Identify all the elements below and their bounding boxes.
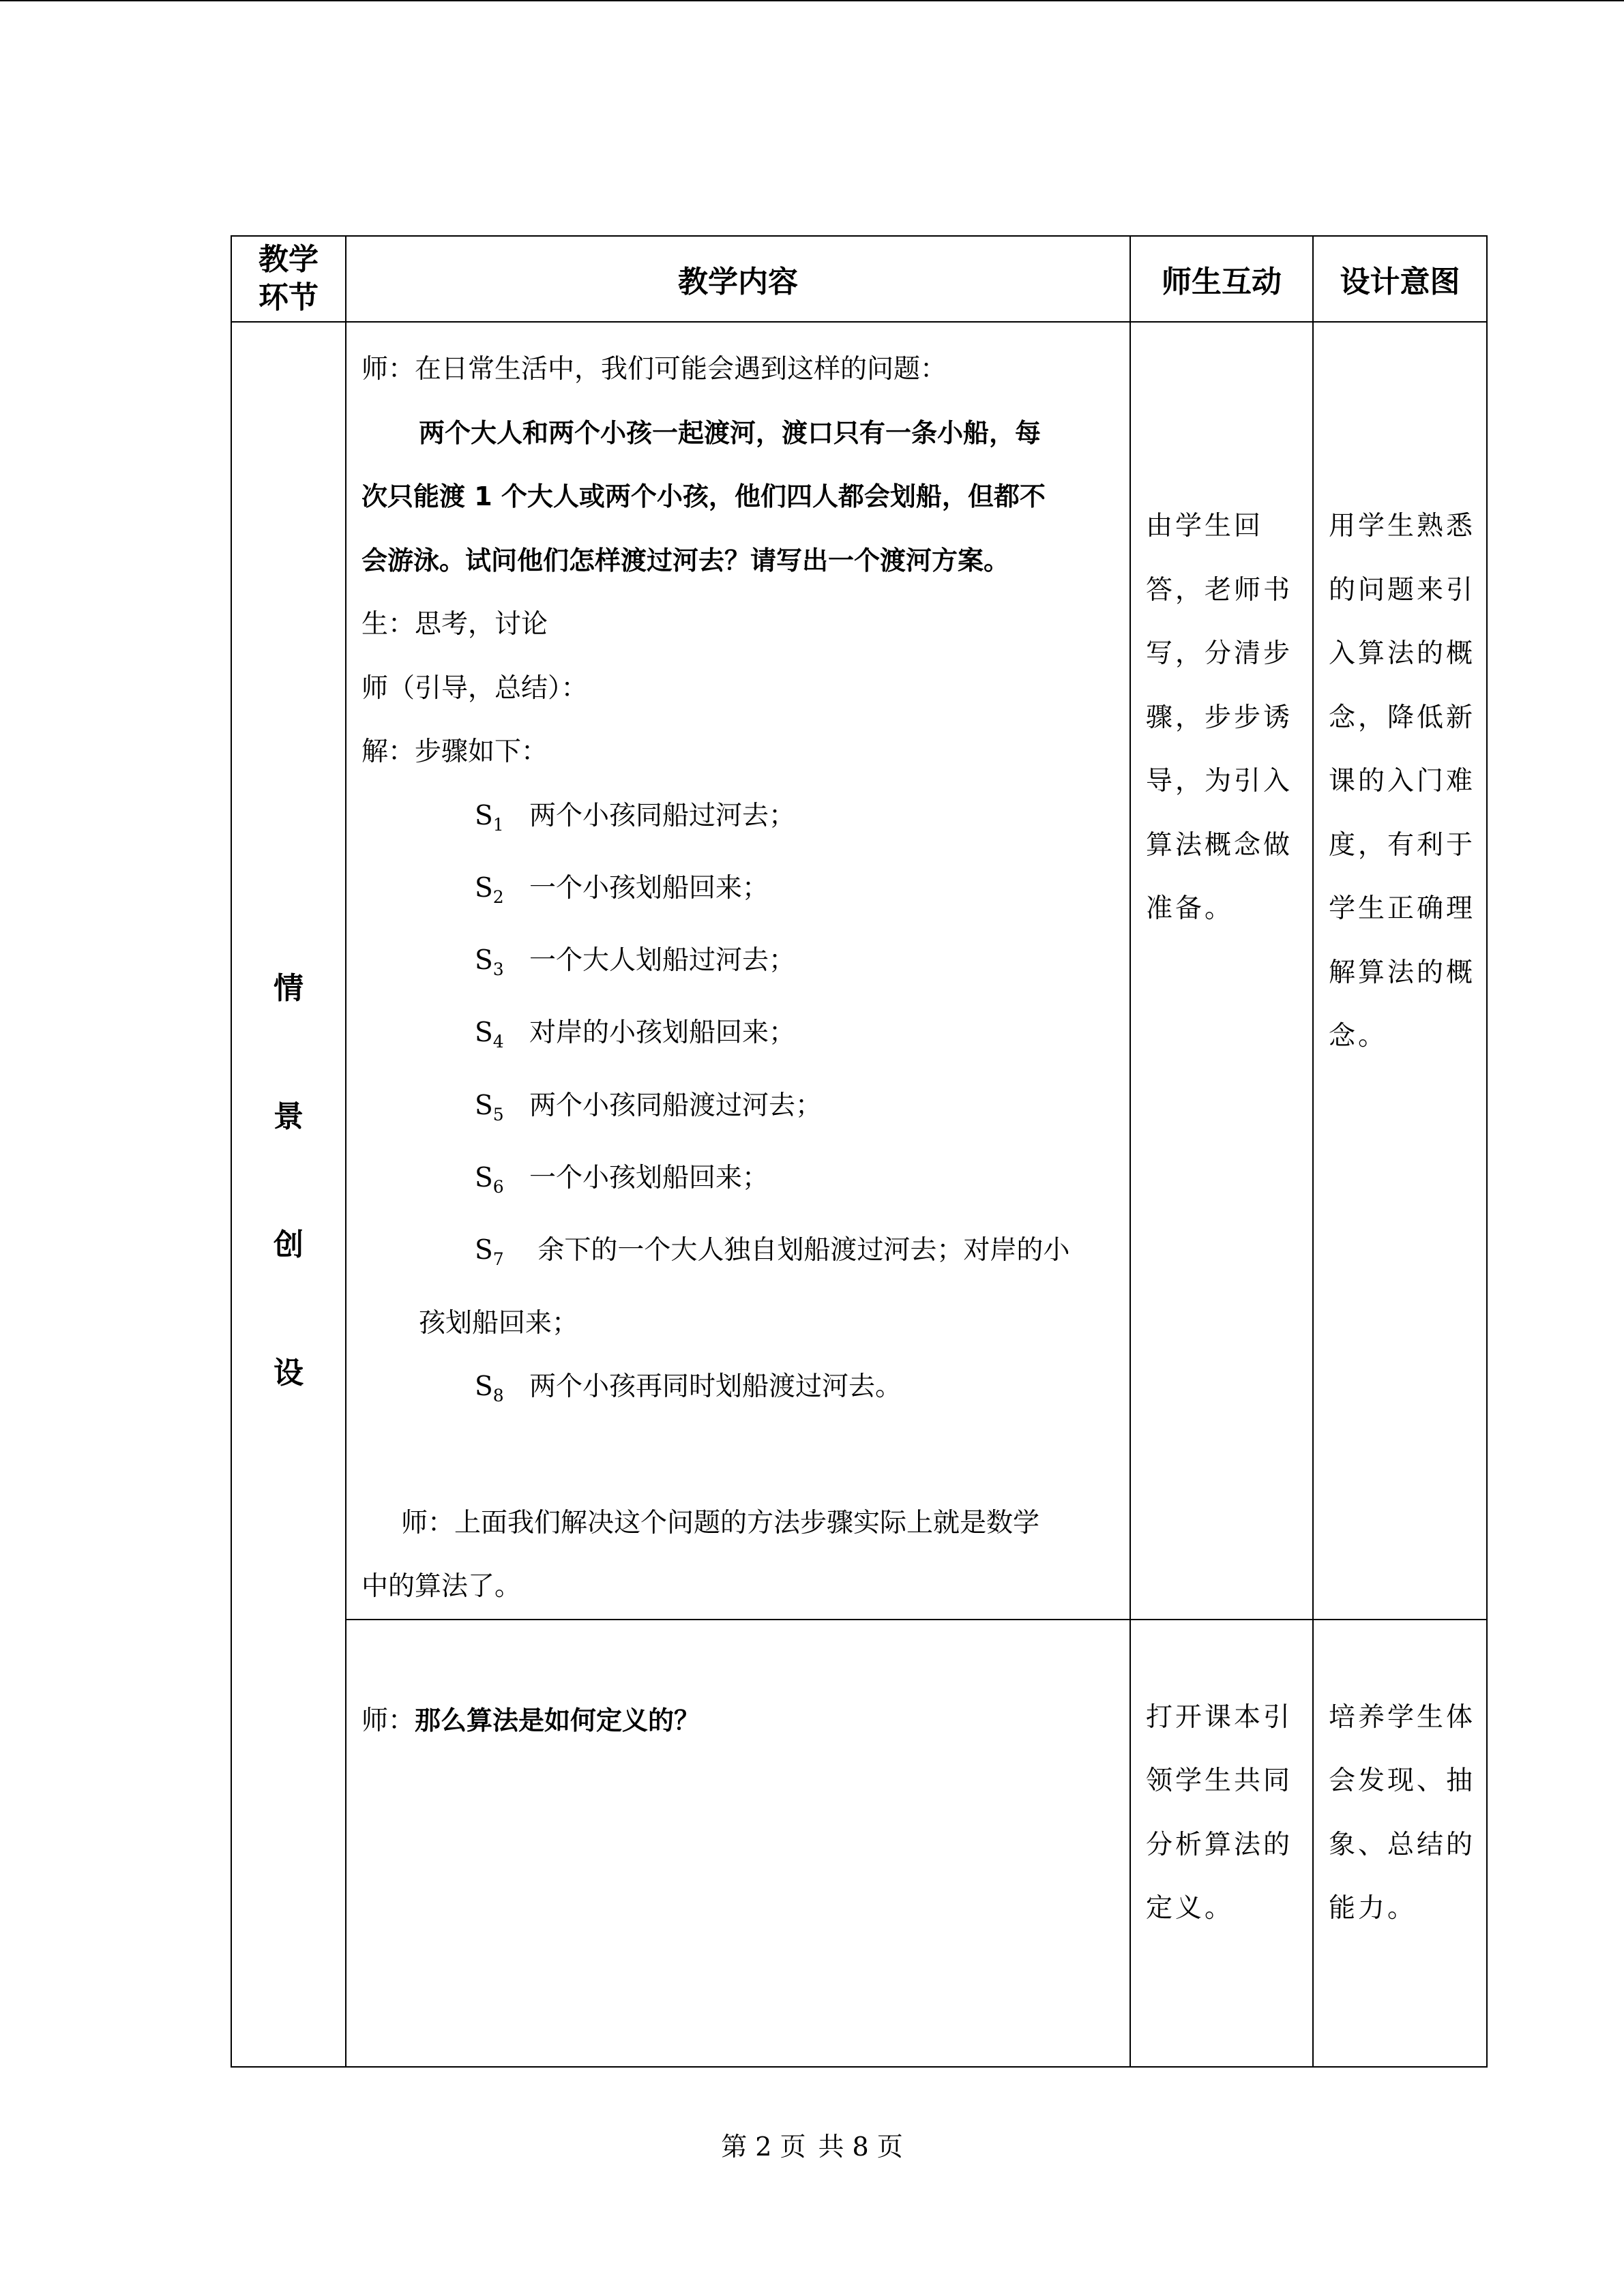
intent-line: 象、总结的 — [1329, 1829, 1476, 1860]
footer-suffix: 页 — [876, 2132, 903, 2162]
header-interaction: 师生互动 — [1130, 236, 1313, 322]
intent-text — [1314, 1620, 1486, 1941]
step-item: $S_8$ 两个小孩再同时划船渡过河去。 — [475, 1371, 902, 1405]
intent-line: 解算法的概 — [1329, 957, 1476, 988]
interaction-line: 打开课本引 — [1146, 1701, 1293, 1733]
problem-text: 会游泳。试问他们怎样渡过河去？请写出一个渡河方案。 — [361, 545, 1010, 576]
header-teaching-content: 教学内容 — [346, 236, 1130, 322]
table-row — [231, 322, 1487, 1620]
intent-line: 学生正确理 — [1329, 893, 1476, 924]
solution-text: 解：步骤如下： — [361, 736, 548, 767]
step-continuation: 孩划船回来； — [419, 1307, 579, 1339]
step-item: $S_5$ 两个小孩同船渡过河去； — [475, 1090, 823, 1124]
intent-line: 的问题来引 — [1329, 574, 1476, 606]
interaction-text — [1131, 323, 1312, 941]
footer-page-number: 2 — [755, 2132, 772, 2162]
intent-line: 会发现、抽 — [1329, 1765, 1476, 1797]
step-item: $S_3$ 一个大人划船过河去； — [475, 945, 796, 979]
stage-cell — [231, 322, 346, 2067]
stage-char: 创 — [274, 1227, 304, 1262]
step-item: $S_6$ 一个小孩划船回来； — [475, 1162, 769, 1197]
intro-text: 师：在日常生活中，我们可能会遇到这样的问题： — [361, 354, 947, 385]
teacher-text: 师（引导，总结）： — [361, 672, 588, 704]
intent-line: 用学生熟悉 — [1329, 511, 1476, 541]
footer-total-pages: 8 — [852, 2132, 869, 2162]
intent-line: 念。 — [1329, 1021, 1388, 1052]
interaction-line: 由学生回 — [1146, 511, 1264, 541]
lesson-plan-table — [231, 235, 1488, 2068]
interaction-line: 定义。 — [1146, 1893, 1235, 1924]
header-stage-line2: 环节 — [259, 280, 319, 315]
problem-text: 两个大人和两个小孩一起渡河，渡口只有一条小船，每 — [419, 417, 1042, 448]
conclusion-text: 中的算法了。 — [361, 1571, 522, 1602]
step-item: $S_4$ 对岸的小孩划船回来； — [475, 1017, 796, 1052]
intent-line: 入算法的概 — [1329, 638, 1476, 669]
stage-char: 景 — [274, 1099, 304, 1134]
stage-char: 情 — [274, 971, 304, 1006]
table-row — [231, 1620, 1487, 2067]
interaction-line: 答，老师书 — [1146, 574, 1293, 606]
interaction-line: 领学生共同 — [1146, 1765, 1293, 1797]
header-stage-line1: 教学 — [259, 242, 319, 277]
header-teaching-stage — [231, 236, 346, 322]
intent-line: 培养学生体 — [1329, 1701, 1476, 1733]
intent-line: 课的入门难 — [1329, 766, 1476, 796]
content-text — [346, 323, 1130, 1619]
step-item: $S_1$ 两个小孩同船过河去； — [475, 800, 796, 835]
intent-line: 度，有利于 — [1329, 829, 1476, 861]
interaction-line: 分析算法的 — [1146, 1829, 1293, 1860]
stage-label — [232, 323, 345, 1476]
intent-line: 能力。 — [1329, 1893, 1417, 1924]
problem-text: 次只能渡 1 个大人或两个小孩，他们四人都会划船，但都不 — [361, 481, 1046, 511]
intent-cell — [1313, 1620, 1487, 2067]
interaction-line: 导，为引入 — [1146, 766, 1293, 796]
interaction-text — [1131, 1620, 1312, 1941]
table-header-row — [231, 236, 1487, 322]
content-cell — [346, 1620, 1130, 2067]
footer-middle: 页 共 — [780, 2132, 844, 2162]
intent-text — [1314, 323, 1486, 1069]
intent-line: 念，降低新 — [1329, 702, 1476, 733]
interaction-line: 写，分清步 — [1146, 638, 1293, 669]
step-item: $S_2$ 一个小孩划船回来； — [475, 872, 769, 907]
conclusion-text: 师：上面我们解决这个问题的方法步骤实际上就是数学 — [401, 1507, 1040, 1538]
content-text — [346, 1620, 1130, 1753]
content-cell — [346, 322, 1130, 1620]
question-text: 师：那么算法是如何定义的？ — [361, 1705, 700, 1736]
interaction-line: 准备。 — [1146, 893, 1235, 924]
student-text: 生：思考，讨论 — [361, 609, 548, 640]
interaction-line: 骤，步步诱 — [1146, 702, 1293, 733]
interaction-cell — [1130, 1620, 1313, 2067]
interaction-cell — [1130, 322, 1313, 1620]
footer-prefix: 第 — [721, 2132, 748, 2162]
page-footer — [0, 2126, 1624, 2163]
step-item: $S_7$ 余下的一个大人独自划船渡过河去；对岸的小 — [475, 1235, 1070, 1270]
interaction-line: 算法概念做 — [1146, 829, 1293, 861]
stage-char: 设 — [274, 1356, 304, 1390]
header-design-intent: 设计意图 — [1313, 236, 1487, 322]
intent-cell — [1313, 322, 1487, 1620]
